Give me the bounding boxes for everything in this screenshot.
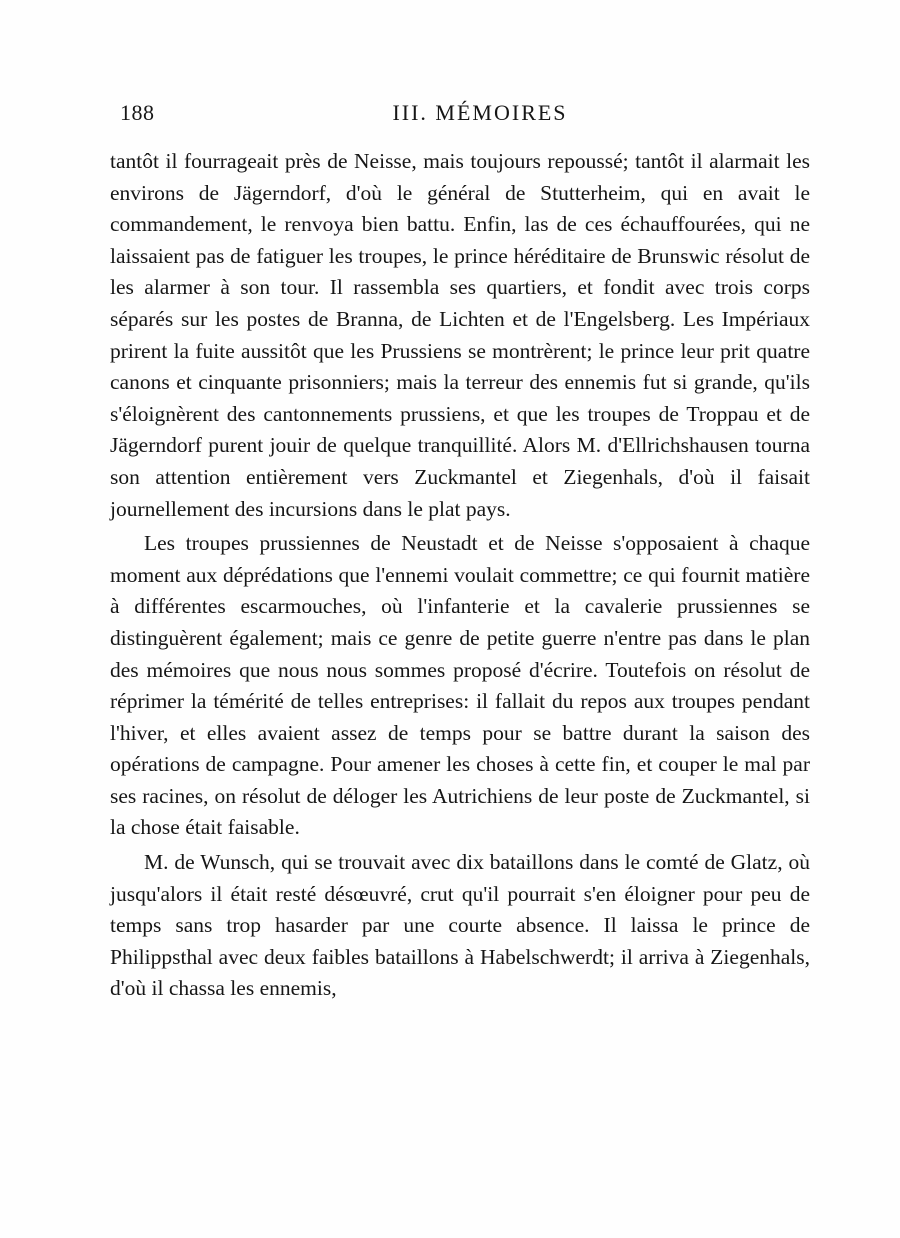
paragraph: M. de Wunsch, qui se trouvait avec dix bataillons dans le comté de Glatz, où jusqu'alors il était resté désœuvré, crut qu'il pourrait s'en éloigner pour peu de temps sans trop hasarder par une courte absence. Il laissa le prince de Philippsthal avec deux faibles bataillons à Habelschwerdt; il arriva à Ziegenhals, d'où il chassa les ennemis, — [110, 850, 810, 1001]
running-title: III. MÉMOIRES — [392, 100, 568, 125]
paragraph-continued: tantôt il fourrageait près de Neisse, mais toujours repoussé; tantôt il alarmait les environs de Jägerndorf, d'où le général de Stutterheim, qui en avait le commandement, le renvoya bien battu. Enfin, las de ces échauffourées, qui ne laissaient pas de fatiguer les troupes, le prince héréditaire de Brunswic résolut de les alarmer à son tour. Il rassembla ses quartiers, et fondit avec trois corps séparés sur les postes de Branna, de Lichten et de l'Engelsberg. Les Impériaux prirent la fuite aussitôt que les Prussiens se montrèrent; le prince leur prit quatre canons et cinquante prisonniers; mais la terreur des ennemis fut si grande, qu'ils s'éloignèrent des cantonnements prussiens, et que les troupes de Troppau et de Jägerndorf purent jouir de quelque tranquillité. Alors M. d'Ellrichshausen tourna son attention entièrement vers Zuckmantel et Ziegenhals, d'où il faisait journellement des incursions dans le plat pays. — [110, 149, 810, 521]
paragraph: Les troupes prussiennes de Neustadt et de Neisse s'opposaient à chaque moment aux déprédations que l'ennemi voulait commettre; ce qui fournit matière à différentes escarmouches, où l'infanterie et la cavalerie prussiennes se distinguèrent également; mais ce genre de petite guerre n'entre pas dans le plan des mémoires que nous nous sommes proposé d'écrire. Toutefois on résolut de réprimer la témérité de telles entreprises: il fallait du repos aux troupes pendant l'hiver, et elles avaient assez de temps pour se battre durant la saison des opérations de campagne. Pour amener les choses à cette fin, et couper le mal par ses racines, on résolut de déloger les Autrichiens de leur poste de Zuckmantel, si la chose était faisable. — [110, 531, 810, 840]
page-number: 188 — [120, 100, 155, 125]
running-head — [120, 100, 810, 134]
body-text — [110, 146, 810, 1005]
